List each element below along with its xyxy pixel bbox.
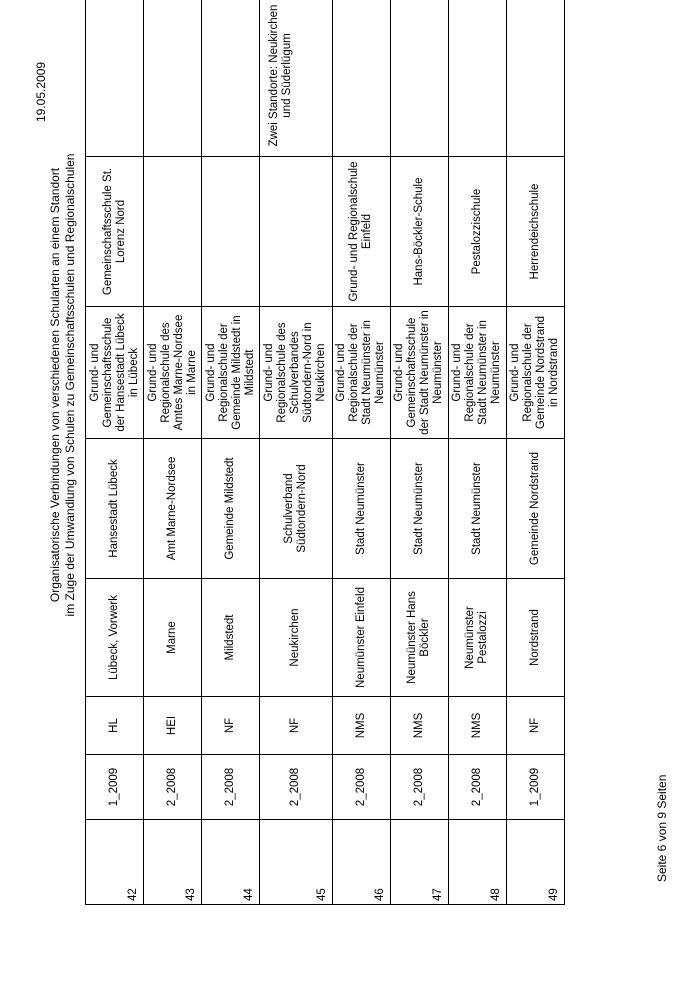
cell-ort: Neumünster Hans Böckler xyxy=(390,579,448,697)
cell-nr: 45 xyxy=(260,820,332,905)
cell-period: 2_2008 xyxy=(202,755,260,820)
title-line-2: im Zuge der Umwandlung von Schulen zu Gemeinschaftsschulen und Regionalschulen xyxy=(63,153,77,617)
cell-schule-alt: Grund- und Regionalschule der Stadt Neumünster in Neumünster xyxy=(448,307,506,439)
cell-ort: Lübeck, Vorwerk xyxy=(86,579,144,697)
cell-period: 2_2008 xyxy=(448,755,506,820)
cell-schule-neu: Grund- und Regionalschule Einfeld xyxy=(332,157,390,307)
cell-schule-neu xyxy=(202,157,260,307)
cell-schule-alt: Grund- und Regionalschule des Amtes Marne-Nordsee in Marne xyxy=(144,307,202,439)
cell-traeger: Gemeinde Mildstedt xyxy=(202,439,260,579)
cell-traeger: Schulverband Südtondern-Nord xyxy=(260,439,332,579)
page-number: Seite 6 von 9 Seiten xyxy=(655,774,669,882)
cell-bemerkung xyxy=(144,0,202,157)
cell-schule-alt: Grund- und Gemeinschaftsschule der Stadt Neumünster in Neumünster xyxy=(390,307,448,439)
cell-schule-neu xyxy=(144,157,202,307)
cell-schule-neu xyxy=(260,157,332,307)
cell-kreis: NMS xyxy=(448,697,506,755)
cell-ort: Neumünster Einfeld xyxy=(332,579,390,697)
cell-bemerkung xyxy=(506,0,564,157)
cell-schule-alt: Grund- und Regionalschule der Gemeinde Mildstedt in Mildstedt xyxy=(202,307,260,439)
cell-traeger: Stadt Neumünster xyxy=(390,439,448,579)
table-row xyxy=(260,0,332,905)
cell-schule-alt: Grund- und Regionalschule des Schulverbandes Südtondern-Nord in Neukirchen xyxy=(260,307,332,439)
cell-schule-alt: Grund- und Regionalschule der Gemeinde Nordstrand in Nordstrand xyxy=(506,307,564,439)
cell-kreis: HEI xyxy=(144,697,202,755)
cell-schule-alt: Grund- und Regionalschule der Stadt Neumünster in Neumünster xyxy=(332,307,390,439)
cell-schule-neu: Gemeinschaftsschule St. Lorenz Nord xyxy=(86,157,144,307)
cell-period: 2_2008 xyxy=(260,755,332,820)
table-row xyxy=(202,0,260,905)
table-row xyxy=(506,0,564,905)
cell-traeger: Stadt Neumünster xyxy=(448,439,506,579)
table-row xyxy=(86,0,144,905)
cell-traeger: Hansestadt Lübeck xyxy=(86,439,144,579)
title-line-1: Organisatorische Verbindungen von verschiedenen Schularten an einem Standort xyxy=(48,167,62,603)
cell-kreis: NF xyxy=(506,697,564,755)
table-body xyxy=(86,0,565,905)
table-row xyxy=(332,0,390,905)
cell-ort: Nordstrand xyxy=(506,579,564,697)
cell-nr: 46 xyxy=(332,820,390,905)
cell-period: 1_2009 xyxy=(506,755,564,820)
cell-schule-neu: Hans-Böckler-Schule xyxy=(390,157,448,307)
table-row xyxy=(144,0,202,905)
cell-period: 2_2008 xyxy=(390,755,448,820)
cell-period: 2_2008 xyxy=(144,755,202,820)
cell-traeger: Gemeinde Nordstrand xyxy=(506,439,564,579)
cell-period: 1_2009 xyxy=(86,755,144,820)
cell-period: 2_2008 xyxy=(332,755,390,820)
cell-traeger: Stadt Neumünster xyxy=(332,439,390,579)
cell-kreis: HL xyxy=(86,697,144,755)
cell-kreis: NF xyxy=(260,697,332,755)
cell-bemerkung xyxy=(202,0,260,157)
cell-nr: 47 xyxy=(390,820,448,905)
cell-bemerkung xyxy=(390,0,448,157)
cell-kreis: NMS xyxy=(390,697,448,755)
cell-kreis: NMS xyxy=(332,697,390,755)
cell-ort: Mildstedt xyxy=(202,579,260,697)
cell-schule-alt: Grund- und Gemeinschaftsschule der Hansestadt Lübeck in Lübeck xyxy=(86,307,144,439)
cell-traeger: Amt Marne-Nordsee xyxy=(144,439,202,579)
document-title xyxy=(48,65,88,705)
cell-schule-neu: Pestalozzischule xyxy=(448,157,506,307)
cell-nr: 44 xyxy=(202,820,260,905)
cell-kreis: NF xyxy=(202,697,260,755)
schools-table xyxy=(85,0,565,905)
cell-nr: 42 xyxy=(86,820,144,905)
schools-table-wrapper xyxy=(85,4,565,905)
table-row xyxy=(448,0,506,905)
cell-ort: Neukirchen xyxy=(260,579,332,697)
cell-ort: Marne xyxy=(144,579,202,697)
cell-bemerkung xyxy=(86,0,144,157)
cell-schule-neu: Herrendeichschule xyxy=(506,157,564,307)
cell-bemerkung: Zwei Standorte: Neukirchen und Süderlügum xyxy=(260,0,332,157)
cell-nr: 49 xyxy=(506,820,564,905)
cell-bemerkung xyxy=(448,0,506,157)
cell-ort: Neumünster Pestalozzi xyxy=(448,579,506,697)
cell-nr: 48 xyxy=(448,820,506,905)
table-row xyxy=(390,0,448,905)
cell-bemerkung xyxy=(332,0,390,157)
cell-nr: 43 xyxy=(144,820,202,905)
document-date: 19.05.2009 xyxy=(34,61,48,122)
